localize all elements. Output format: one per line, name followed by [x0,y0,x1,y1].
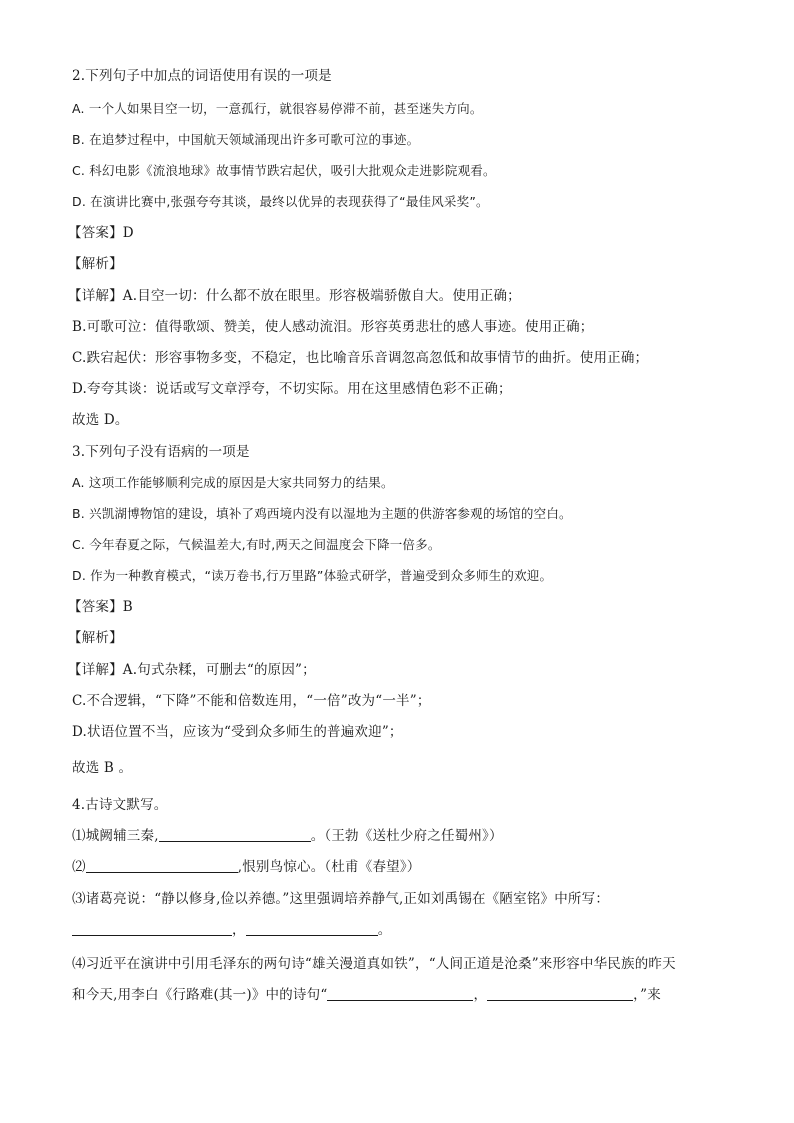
q4-item-4-comma: ， [473,987,488,1003]
q4-item-3-blank-1[interactable] [72,921,232,936]
q4-item-3-comma: ， [232,922,246,938]
q4-item-3-blank-2[interactable] [246,921,378,936]
q4-item-1-blank[interactable] [159,827,311,842]
q3-detail-a: 【详解】A.句式杂糅，可删去“的原因”； [68,662,316,678]
q3-detail-c: C.不合逻辑，“下降”不能和倍数连用，“一倍”改为“一半”； [72,693,431,709]
q4-item-4-blank-1[interactable] [327,986,473,1001]
q2-stem: 2.下列句子中加点的词语使用有误的一项是 [72,68,332,84]
q4-item-1-source: 。（王勃《送杜少府之任蜀州》） [310,828,503,844]
q3-option-c: C. 今年春夏之际，气候温差大,有时,两天之间温度会下降一倍多。 [72,537,441,552]
q4-item-1 [72,827,732,845]
q2-detail-c: C.跌宕起伏：形容事物多变，不稳定，也比喻音乐音调忽高忽低和故事情节的曲折。使用正确； [72,350,649,366]
q2-option-d: D. 在演讲比赛中,张强夸夸其谈，最终以优异的表现获得了“最佳风采奖”。 [72,194,489,209]
q2-detail-b: B.可歌可泣：值得歌颂、赞美，使人感动流泪。形容英勇悲壮的感人事迹。使用正确； [72,319,594,335]
q2-detail-d: D.夸夸其谈：说话或写文章浮夸，不切实际。用在这里感情色彩不正确； [72,381,512,397]
q2-conclusion: 故选 D。 [72,412,129,428]
q4-item-2-text: ⑵ [72,859,86,875]
q2-option-a: A. 一个人如果目空一切，一意孤行，就很容易停滞不前，甚至迷失方向。 [72,101,483,116]
q4-item-4-text: 和今天,用李白《行路难(其一)》中的诗句“ [72,987,328,1003]
q2-analysis-tag: 【解析】 [68,256,123,272]
q3-option-a: A. 这项工作能够顺利完成的原因是大家共同努力的结果。 [72,475,394,490]
q2-option-b: B. 在追梦过程中，中国航天领域涌现出许多可歌可泣的事迹。 [72,132,420,147]
q3-option-d: D. 作为一种教育模式，“读万卷书,行万里路”体验式研学，普遍受到众多师生的欢迎。 [72,568,553,583]
q3-option-b: B. 兴凯湖博物馆的建设，填补了鸡西境内没有以湿地为主题的供游客参观的场馆的空白。 [72,506,572,521]
q4-item-2-source: ,恨别鸟惊心。（杜甫《春望》） [237,859,421,875]
q4-item-4-blanks [72,986,732,1004]
q4-item-4-end: ，”来 [633,987,661,1003]
q2-detail-a: 【详解】A.目空一切：什么都不放在眼里。形容极端骄傲自大。使用正确； [68,288,521,304]
q4-stem: 4.古诗文默写。 [72,797,168,813]
q3-answer: 【答案】B [68,599,133,615]
q4-item-1-text: ⑴城阙辅三秦, [72,828,159,844]
q2-option-c: C. 科幻电影《流浪地球》故事情节跌宕起伏，吸引大批观众走进影院观看。 [72,163,496,178]
q3-analysis-tag: 【解析】 [68,630,123,646]
q4-item-4: ⑷习近平在演讲中引用毛泽东的两句诗“雄关漫道真如铁”，“人间正道是沧桑”来形容中华民族的昨天 [72,956,676,972]
q2-answer: 【答案】D [68,225,134,241]
q4-item-3-period: 。 [377,922,392,938]
q4-item-3-blanks [72,921,732,939]
q3-conclusion: 故选 B 。 [72,760,133,776]
q4-item-2 [72,858,732,876]
q4-item-3: ⑶诸葛亮说：“静以修身,俭以养德。”这里强调培养静气,正如刘禹锡在《陋室铭》中所写： [72,891,610,907]
q3-stem: 3.下列句子没有语病的一项是 [72,444,250,460]
q4-item-2-blank[interactable] [86,858,238,873]
q4-item-4-blank-2[interactable] [487,986,633,1001]
q3-detail-d: D.状语位置不当，应该为“受到众多师生的普遍欢迎”； [72,724,403,740]
